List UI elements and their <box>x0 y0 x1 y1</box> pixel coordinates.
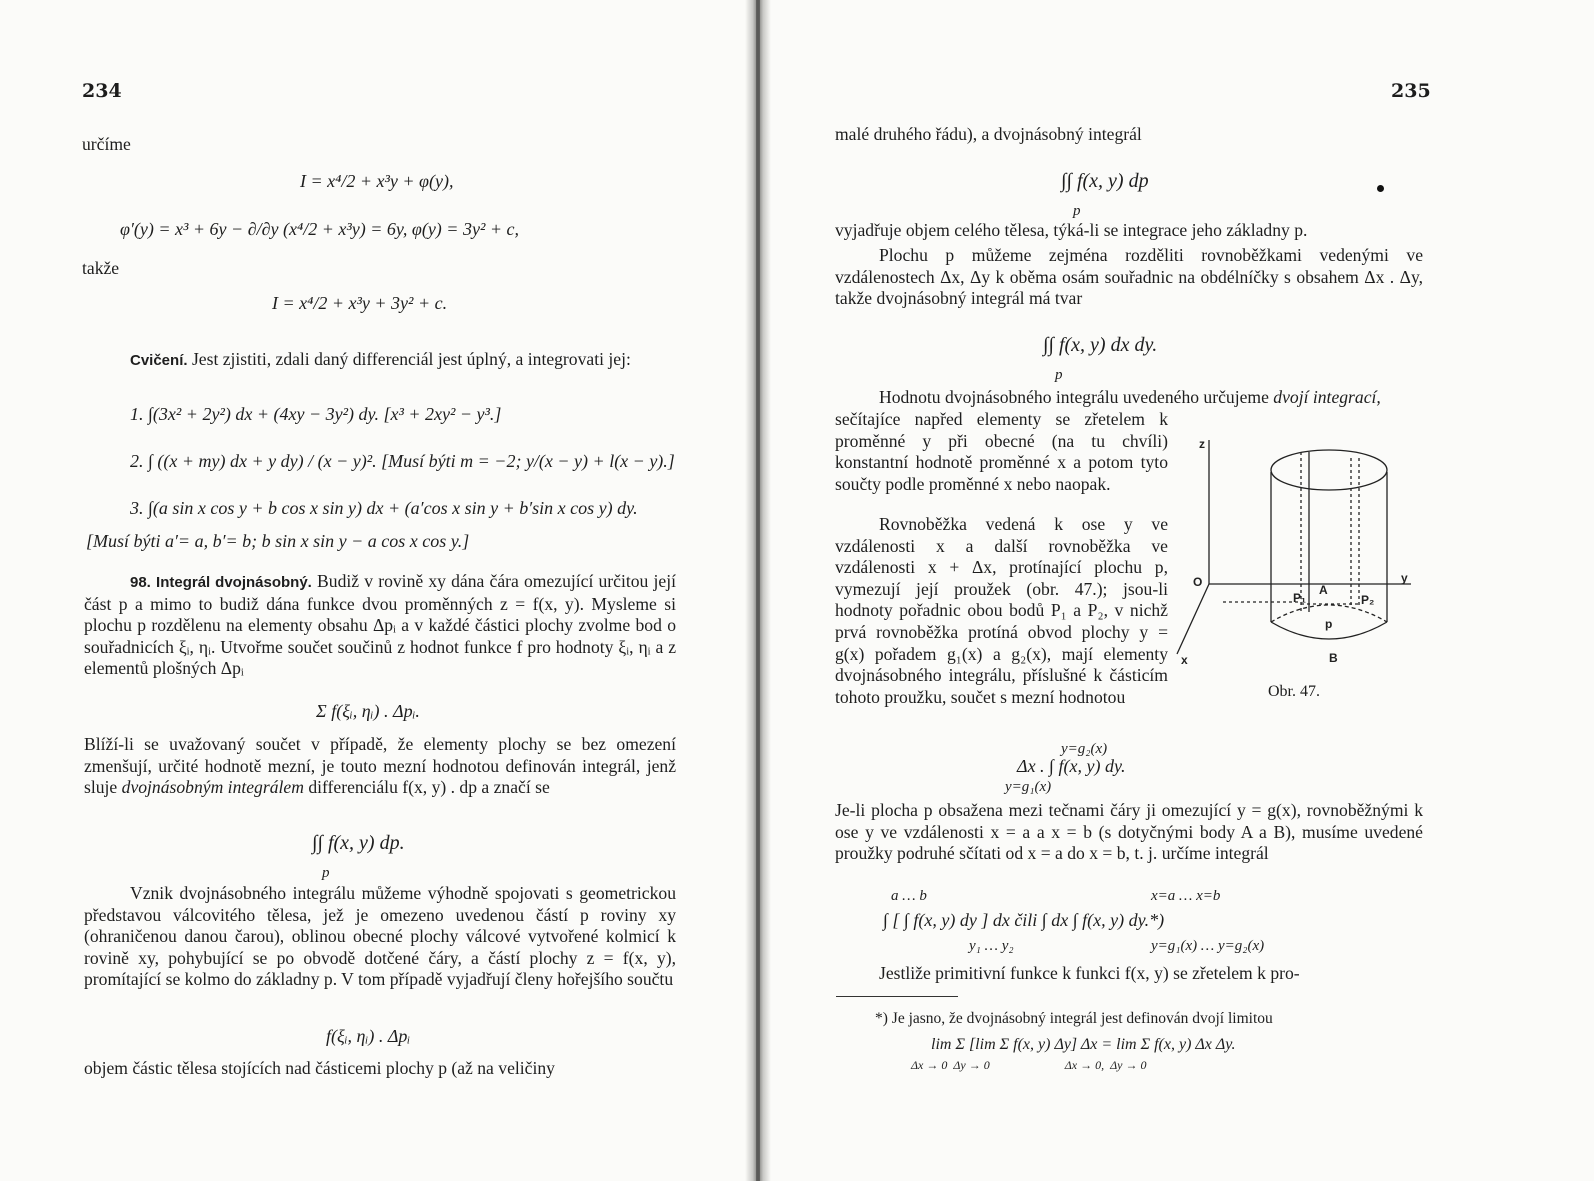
section-98-paragraph <box>84 571 676 680</box>
section-p1: Budiž v rovině xy dána čára omezující určitou její část p a mimo to budiž dána funkce dvou proměnných z = f(x, y). Mysleme si plochu p rozdělenu na elementy obsahu Δpᵢ a v každé částici plochy zvolme bod o souřadnicích ξᵢ, ηᵢ. Utvořme součet součinů z hodnot funkce f pro hodnoty ξᵢ, ηᵢ a z elementů plošných Δpᵢ <box>84 571 676 679</box>
formula-double-subscript: p <box>1073 203 1081 219</box>
right-p2: Plochu p můžeme zejména rozděliti rovnoběžkami vedenými ve vzdálenostech Δx, Δy k oběma osám souřadnic na obdélníčky s obsahem Δx . Δy, takže dvojnásobný integrál má tvar <box>835 245 1423 309</box>
x-axis <box>1177 584 1209 654</box>
footnote: *) Je jasno, že dvojnásobný integrál jest definován dvojí limitou <box>875 1010 1273 1027</box>
formula-strip: Δx . ∫ f(x, y) dy. <box>1017 756 1126 776</box>
figure-47 <box>1183 432 1423 672</box>
label-p: p <box>1325 617 1333 631</box>
strip-upper-limit: y=g₂(x) <box>1061 741 1108 757</box>
page-number: 235 <box>1391 80 1431 102</box>
gutter-shadow <box>756 0 760 1181</box>
strip-lower-limit: y=g₁(x) <box>1005 779 1052 795</box>
right-line-1: malé druhého řádu), a dvojnásobný integrál <box>835 124 1142 144</box>
section-p3: Vznik dvojnásobného integrálu můžeme výhodně spojovati s geometrickou představou válcovitého tělesa, jež je omezeno uvedenou částí p roviny xy (ohraničenou danou čarou), oblinou obecné plochy válcové vytvořené kolmicí k rovině xy, pohybující se po obvodě dotčené čáry, a částí plochy z = f(x, y), promítající se kolmo do základny p. V tom případě vyjadřují členy hořejšího součtu <box>84 883 676 990</box>
formula-double: ∫∫ f(x, y) dp <box>1061 170 1149 192</box>
right-p3: sečítajíce napřed elementy se zřetelem k proměnné y při obecné (na tu chvíli) konstantní hodnotě proměnné x a potom tyto součty podle proměnné x nebo naopak. <box>835 409 1168 494</box>
margin-dot <box>1377 185 1384 192</box>
right-page <box>771 0 1594 1181</box>
label-P1: P₁ <box>1293 591 1306 605</box>
exercise-1: 1. ∫(3x² + 2y²) dx + (4xy − 3y²) dy. [x³ + 2xy² − y³.] <box>130 404 502 424</box>
exercise-3-result: [Musí býti a′= a, b′= b; b sin x sin y − a cos x cos y.] <box>86 531 470 551</box>
section-p2-em: dvojnásobným integrálem <box>121 777 304 798</box>
label-B: B <box>1329 651 1338 665</box>
right-p5: Je-li plocha p obsažena mezi tečnami čáry ji omezující y = g(x), rovnoběžnými k ose y ve vzdálenosti x = a a x = b (s dotyčnými body A a B), musíme uvedené proužky podruhé sčítati od x = a do x = b, t. j. určíme integrál <box>835 800 1423 864</box>
final-limits-ab: a … b <box>891 888 927 904</box>
footnote-rule <box>836 996 958 997</box>
word-takze: takže <box>82 258 120 278</box>
exercise-3: 3. ∫(a sin x cos y + b cos x sin y) dx + (a′cos x sin y + b′sin x cos y) dy. <box>130 498 638 518</box>
section-title: Integrál dvojnásobný. <box>156 574 312 591</box>
formula-I: I = x⁴/2 + x³y + φ(y), <box>300 171 454 191</box>
section-number: 98. <box>130 574 151 591</box>
label-A: A <box>1319 583 1328 597</box>
footnote-formula: lim Σ [lim Σ f(x, y) Δy] Δx = lim Σ f(x, y) Δx Δy. <box>931 1036 1236 1053</box>
figure-caption: Obr. 47. <box>1268 683 1320 700</box>
final-limits-x: x=a … x=b <box>1151 888 1221 904</box>
section-p4: objem částic tělesa stojících nad částicemi plochy p (až na veličiny <box>84 1058 555 1078</box>
final-limits-y: y₁ … y₂ <box>969 938 1014 954</box>
exercise-text: Jest zjistiti, zdali daný differenciál jest úplný, a integrovati jej: <box>191 349 631 369</box>
label-P2: P₂ <box>1361 593 1375 607</box>
right-p1: vyjadřuje objem celého tělesa, týká-li se integrace jeho základny p. <box>835 220 1308 240</box>
formula-final: ∫ [ ∫ f(x, y) dy ] dx čili ∫ dx ∫ f(x, y) dy.*) <box>883 910 1165 930</box>
section-p2 <box>84 734 676 799</box>
right-p3-head-text: Hodnotu dvojnásobného integrálu uvedeného určujeme <box>879 387 1269 407</box>
formula-dxdy-subscript: p <box>1055 367 1063 383</box>
exercise-2: 2. ∫ ((x + my) dx + y dy) / (x − y)². [Musí býti m = −2; y/(x − y) + l(x − y).] <box>130 451 675 471</box>
exercise-paragraph <box>84 349 676 372</box>
formula-dxdy: ∫∫ f(x, y) dx dy. <box>1043 334 1158 356</box>
final-limits-g: y=g₁(x) … y=g₂(x) <box>1151 938 1265 954</box>
label-z: z <box>1199 437 1205 451</box>
right-p3-em: dvojí integrací, <box>1273 387 1381 407</box>
formula-double: ∫∫ f(x, y) dp. <box>312 832 405 854</box>
formula-phi: φ′(y) = x³ + 6y − ∂/∂y (x⁴/2 + x³y) = 6y, φ(y) = 3y² + c, <box>120 219 519 239</box>
label-x: x <box>1181 653 1188 667</box>
exercise-label: Cvičení. <box>130 352 188 369</box>
label-y: y <box>1401 571 1408 585</box>
formula-sum: Σ f(ξᵢ, ηᵢ) . Δpᵢ. <box>316 701 420 721</box>
right-p3-head <box>835 387 1423 409</box>
section-p2-b: differenciálu f(x, y) . dp a značí se <box>308 777 550 798</box>
formula-term: f(ξᵢ, ηᵢ) . Δpᵢ <box>326 1026 411 1046</box>
top-ellipse <box>1271 450 1387 490</box>
right-p6: Jestliže primitivní funkce k funkci f(x, y) se zřetelem k pro- <box>879 963 1300 983</box>
section-p2-a: Blíží-li se uvažovaný součet v případě, že elementy plochy se bez omezení zmenšují, určité hodnotě mezní, je touto mezní hodnotou definován integrál, jenž sluje <box>84 734 676 798</box>
left-page <box>0 0 745 1181</box>
formula-double-subscript: p <box>322 865 330 881</box>
footnote-limits: Δx → 0 Δy → 0 Δx → 0, Δy → 0 <box>911 1058 1147 1072</box>
page-number: 234 <box>82 80 122 102</box>
right-p4: Rovnoběžka vedená k ose y ve vzdálenosti x a další rovnoběžka ve vzdálenosti x + Δx, protínající plochu p, vymezují její proužek (obr. 47.); jsou-li hodnoty pořadnic obou bodů P₁ a P₂, v nichž prvá rovnoběžka protíná obvod plochy y = g(x) pořadem g₁(x) a g₂(x), mají elementy dvojnásobného integrálu, příslušné k částicím tohoto proužku, součet s mezní hodnotou <box>835 514 1168 707</box>
formula-I2: I = x⁴/2 + x³y + 3y² + c. <box>272 293 448 313</box>
label-O: O <box>1193 575 1203 589</box>
intro-word: určíme <box>82 134 131 154</box>
